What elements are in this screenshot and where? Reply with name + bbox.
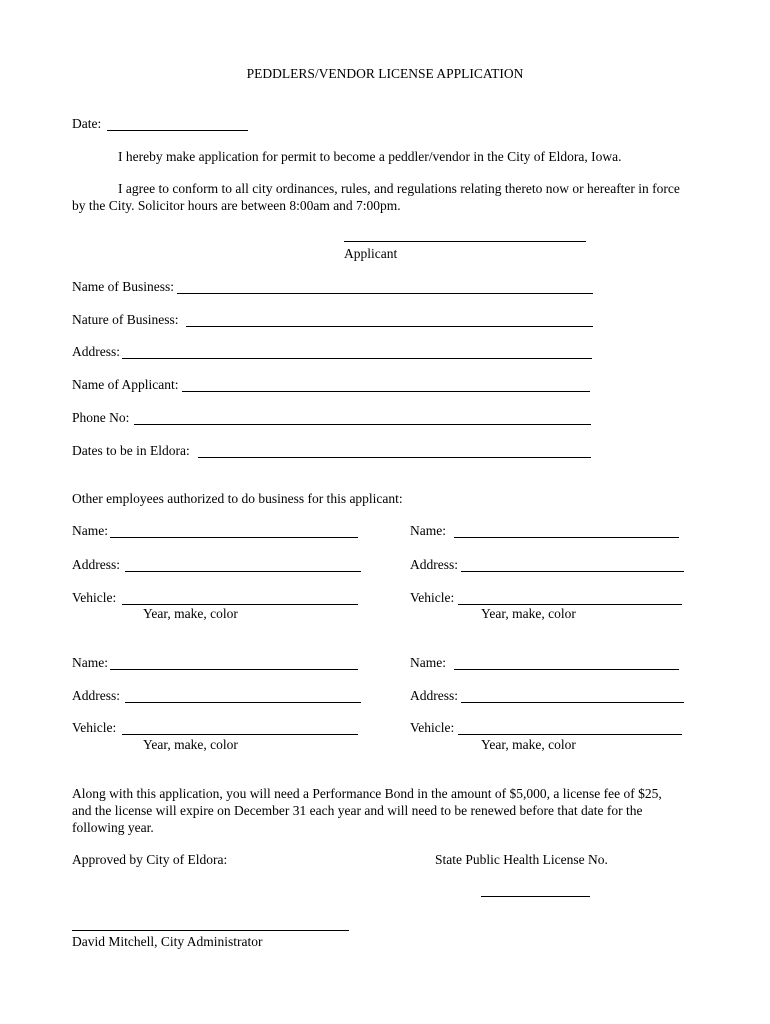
- employee-name-label: Name:: [410, 523, 446, 538]
- employee-vehicle-label: Vehicle:: [72, 720, 117, 735]
- vehicle-hint: Year, make, color: [143, 606, 238, 621]
- employee-1-name-input[interactable]: [110, 537, 358, 538]
- address-field: [72, 345, 597, 363]
- employee-address-label: Address:: [72, 557, 120, 572]
- employee-4-vehicle-input[interactable]: [458, 734, 682, 735]
- employee-2-name-input[interactable]: [454, 537, 679, 538]
- name-of-applicant-label: Name of Applicant:: [72, 377, 179, 392]
- employee-4-address-field: [410, 689, 700, 707]
- employee-2-vehicle-input[interactable]: [458, 604, 682, 605]
- approval-signer: David Mitchell, City Administrator: [72, 934, 263, 949]
- bond-text-line2: and the license will expire on December 31 each year and will need to be renewed before that date for the: [72, 803, 643, 818]
- application-statement: I hereby make application for permit to become a peddler/vendor in the City of Eldora, Iowa.: [118, 149, 622, 164]
- bond-text-line1: Along with this application, you will need a Performance Bond in the amount of $5,000, a license fee of $25,: [72, 786, 662, 801]
- applicant-signature-line[interactable]: [344, 241, 586, 242]
- phone-no-input[interactable]: [134, 424, 591, 425]
- name-of-business-label: Name of Business:: [72, 279, 174, 294]
- employee-3-vehicle-input[interactable]: [122, 734, 358, 735]
- page-title: PEDDLERS/VENDOR LICENSE APPLICATION: [246, 66, 524, 81]
- employee-name-label: Name:: [72, 523, 108, 538]
- date-label: Date:: [72, 116, 102, 131]
- employee-vehicle-label: Vehicle:: [410, 590, 455, 605]
- date-field: [72, 117, 252, 135]
- name-of-applicant-field: [72, 378, 597, 396]
- employee-1-name-field: [72, 524, 362, 542]
- approval-label: Approved by City of Eldora:: [72, 852, 228, 867]
- name-of-business-field: [72, 280, 597, 298]
- dates-in-eldora-label: Dates to be in Eldora:: [72, 443, 190, 458]
- approval-signature-line[interactable]: [72, 930, 349, 931]
- dates-in-eldora-field: [72, 444, 597, 462]
- employee-1-address-input[interactable]: [125, 571, 361, 572]
- employee-2-address-field: [410, 558, 700, 576]
- vehicle-hint: Year, make, color: [481, 606, 576, 621]
- employee-vehicle-label: Vehicle:: [410, 720, 455, 735]
- employee-name-label: Name:: [410, 655, 446, 670]
- employee-address-label: Address:: [410, 557, 458, 572]
- employee-address-label: Address:: [410, 688, 458, 703]
- name-of-business-input[interactable]: [177, 293, 593, 294]
- health-license-label: State Public Health License No.: [435, 852, 608, 867]
- employee-1-vehicle-input[interactable]: [122, 604, 358, 605]
- employee-3-address-input[interactable]: [125, 702, 361, 703]
- employee-3-name-field: [72, 656, 362, 674]
- dates-in-eldora-input[interactable]: [198, 457, 591, 458]
- address-input[interactable]: [122, 358, 592, 359]
- employee-4-name-input[interactable]: [454, 669, 679, 670]
- employee-2-address-input[interactable]: [461, 571, 684, 572]
- employee-3-name-input[interactable]: [110, 669, 358, 670]
- employee-address-label: Address:: [72, 688, 120, 703]
- employee-3-address-field: [72, 689, 362, 707]
- phone-no-label: Phone No:: [72, 410, 130, 425]
- employee-4-address-input[interactable]: [461, 702, 684, 703]
- employee-2-name-field: [410, 524, 700, 542]
- address-label: Address:: [72, 344, 120, 359]
- name-of-applicant-input[interactable]: [182, 391, 590, 392]
- bond-text-line3: following year.: [72, 820, 154, 835]
- vehicle-hint: Year, make, color: [143, 737, 238, 752]
- conformance-statement-line1: I agree to conform to all city ordinances, rules, and regulations relating thereto now or hereafter in force: [118, 181, 680, 196]
- employee-4-name-field: [410, 656, 700, 674]
- nature-of-business-input[interactable]: [186, 326, 593, 327]
- employee-1-address-field: [72, 558, 362, 576]
- employee-name-label: Name:: [72, 655, 108, 670]
- phone-no-field: [72, 411, 597, 429]
- employee-vehicle-label: Vehicle:: [72, 590, 117, 605]
- conformance-statement-line2: by the City. Solicitor hours are between 8:00am and 7:00pm.: [72, 198, 401, 213]
- applicant-signature-label: Applicant: [344, 246, 398, 261]
- employees-heading: Other employees authorized to do business for this applicant:: [72, 491, 403, 506]
- vehicle-hint: Year, make, color: [481, 737, 576, 752]
- nature-of-business-label: Nature of Business:: [72, 312, 179, 327]
- nature-of-business-field: [72, 313, 597, 331]
- health-license-input[interactable]: [481, 896, 590, 897]
- date-input[interactable]: [107, 130, 248, 131]
